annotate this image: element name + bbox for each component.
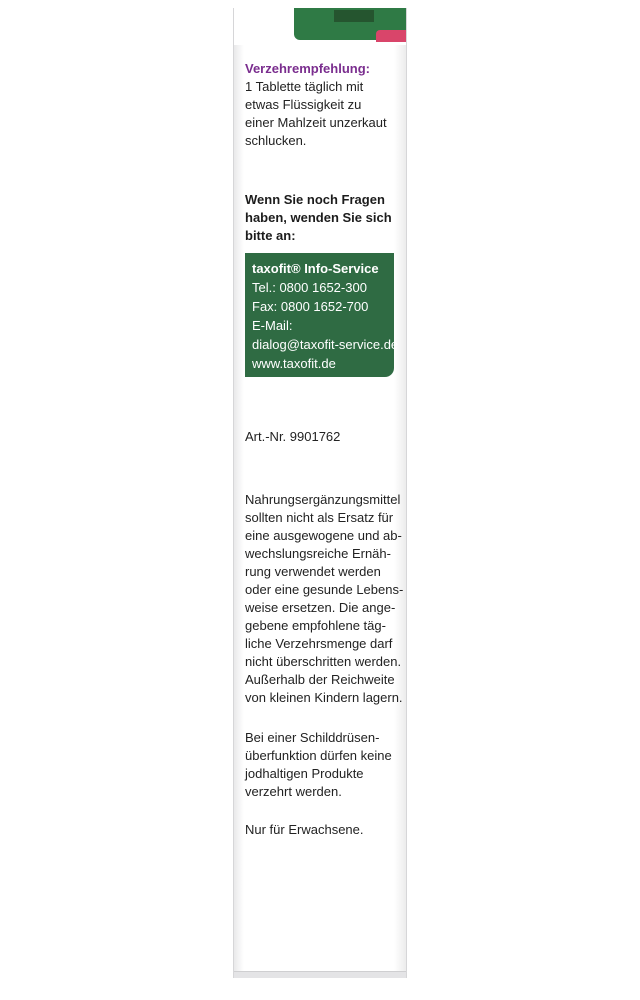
email-address: dialog@taxofit-service.de	[252, 337, 399, 352]
info-service-title: taxofit® Info-Service	[252, 261, 379, 276]
fax-number: Fax: 0800 1652-700	[252, 299, 369, 314]
contact-question: Wenn Sie noch Fragen haben, wenden Sie sich bitte an:	[245, 192, 392, 243]
supplement-notice: Nahrungsergänzungsmittel sollten nicht als Ersatz für eine ausgewogene und ab- wechslungsreiche Ernäh- rung verwendet werden oder eine gesunde Lebens- weise ersetzen. Die ange- gebene empfohlene täg- liche Verzehrsmenge darf nicht überschritten werden. Außerhalb der Reichweite von kleinen Kindern lagern.	[245, 492, 404, 705]
thyroid-notice: Bei einer Schilddrüsen- überfunktion dürfen keine jodhaltigen Produkte verzehrt werden.	[245, 730, 392, 799]
top-dark-strip	[334, 10, 374, 22]
website-address: www.taxofit.de	[252, 356, 336, 371]
info-service-box	[245, 253, 399, 377]
usage-text: 1 Tablette täglich mit etwas Flüssigkeit zu einer Mahlzeit unzerkaut schlucken.	[245, 79, 387, 148]
phone-number: Tel.: 0800 1652-300	[252, 280, 367, 295]
email-label: E-Mail:	[252, 318, 293, 333]
article-number: Art.-Nr. 9901762	[245, 429, 341, 444]
top-pink-strip	[376, 30, 406, 42]
package-bottom-edge	[234, 971, 406, 978]
usage-heading: Verzehrempfehlung:	[245, 61, 370, 76]
package-top-edge	[234, 8, 406, 45]
adults-only-notice: Nur für Erwachsene.	[245, 822, 364, 837]
